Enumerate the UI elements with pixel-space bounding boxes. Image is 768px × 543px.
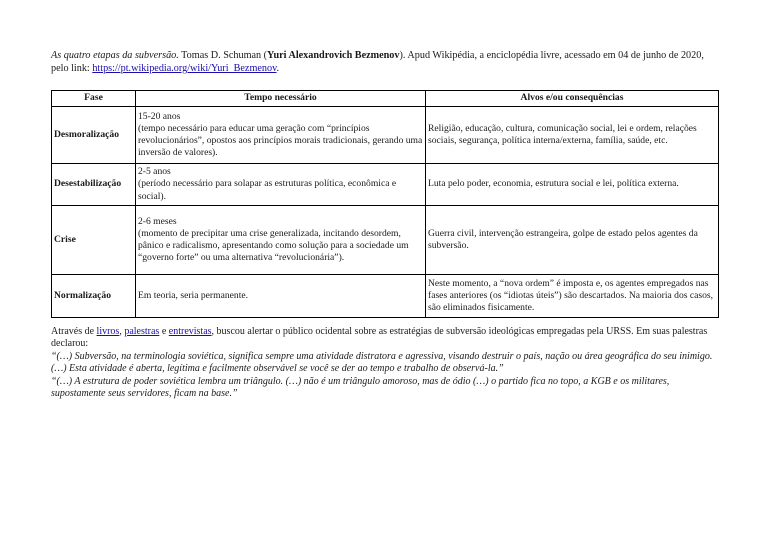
- phase-cell: Crise: [52, 206, 136, 275]
- wikipedia-link[interactable]: https://pt.wikipedia.org/wiki/Yuri_Bezmenov: [92, 63, 277, 74]
- table-row: [52, 107, 719, 164]
- intro-title: As quatro etapas da subversão.: [51, 50, 179, 61]
- phase-cell: Desmoralização: [52, 107, 136, 164]
- outro-text: ,: [119, 326, 125, 337]
- targets-cell: Religião, educação, cultura, comunicação social, lei e ordem, relações sociais, segurança, política interna/externa, família, saúde, etc.: [426, 107, 719, 164]
- time-cell: [136, 206, 426, 275]
- subversion-stages-table: [51, 90, 719, 318]
- time-duration: 2-6 meses: [138, 215, 177, 227]
- intro-author-post: ). Apud Wikipédia, a enciclopédia livre, acessado em 04 de junho de 2020, pelo link:: [51, 50, 704, 74]
- table-row: [52, 206, 719, 275]
- targets-cell: Luta pelo poder, economia, estrutura social e lei, política externa.: [426, 164, 719, 206]
- outro-paragraph: [51, 326, 719, 351]
- time-cell: [136, 164, 426, 206]
- time-note: (tempo necessário para educar uma geração com “princípios revolucionários”, opostos aos princípios morais tradicionais, gerando uma inversão de valores).: [138, 122, 423, 159]
- intro-author-name: Yuri Alexandrovich Bezmenov: [267, 50, 400, 61]
- table-header-row: [52, 91, 719, 107]
- interviews-link[interactable]: entrevistas: [168, 326, 212, 337]
- header-time: Tempo necessário: [136, 91, 426, 107]
- phase-cell: Normalização: [52, 275, 136, 318]
- intro-author-pre: Tomas D. Schuman (: [178, 50, 268, 61]
- targets-cell: Guerra civil, intervenção estrangeira, golpe de estado pelos agentes da subversão.: [426, 206, 719, 275]
- table-row: [52, 275, 719, 318]
- quote-power-structure: “(…) A estrutura de poder soviética lembra um triângulo. (…) não é um triângulo amoroso, mas de ódio (…) o partido fica no topo, a KGB e os militares, supostamente seus servidores, ficam na base.”: [51, 375, 670, 400]
- lectures-link[interactable]: palestras: [124, 326, 160, 337]
- outro-text: Através de: [51, 326, 97, 337]
- time-cell: [136, 107, 426, 164]
- outro-section: [51, 326, 719, 400]
- time-duration: 2-5 anos: [138, 166, 171, 178]
- header-targets: Alvos e/ou consequências: [426, 91, 719, 107]
- time-cell: [136, 275, 426, 318]
- time-note: (momento de precipitar uma crise generalizada, incitando desordem, pânico e radicalismo, apresentando como solução para a sociedade um “governo forte” ou uma alternativa “revolucionária”).: [138, 227, 409, 264]
- quote-subversion: “(…) Subversão, na terminologia soviética, significa sempre uma atividade distratora e agressiva, visando destruir o país, nação ou área geográfica do seu inimigo. (…) Esta atividade é aberta, legítima e facilmente observável se você se der ao tempo e trabalho de observá-la.”: [51, 350, 713, 375]
- targets-cell: Neste momento, a “nova ordem” é imposta e, os agentes empregados nas fases anteriores (os “idiotas úteis”) são descartados. Na maioria dos casos, são eliminados fisicamente.: [426, 275, 719, 318]
- phase-cell: Desestabilização: [52, 164, 136, 206]
- table-row: [52, 164, 719, 206]
- outro-text: e: [159, 326, 169, 337]
- header-phase: Fase: [52, 91, 136, 107]
- document-page: [51, 49, 719, 400]
- intro-end: .: [276, 63, 280, 74]
- time-note: (período necessário para solapar as estruturas política, econômica e social).: [138, 178, 397, 202]
- intro-paragraph: [51, 49, 719, 75]
- time-duration: Em teoria, seria permanente.: [138, 289, 249, 301]
- books-link[interactable]: livros: [96, 326, 120, 337]
- time-duration: 15-20 anos: [138, 110, 181, 122]
- outro-text: , buscou alertar o público ocidental sobre as estratégias de subversão ideológicas empregadas pela URSS. Em suas palestras declarou:: [51, 326, 708, 350]
